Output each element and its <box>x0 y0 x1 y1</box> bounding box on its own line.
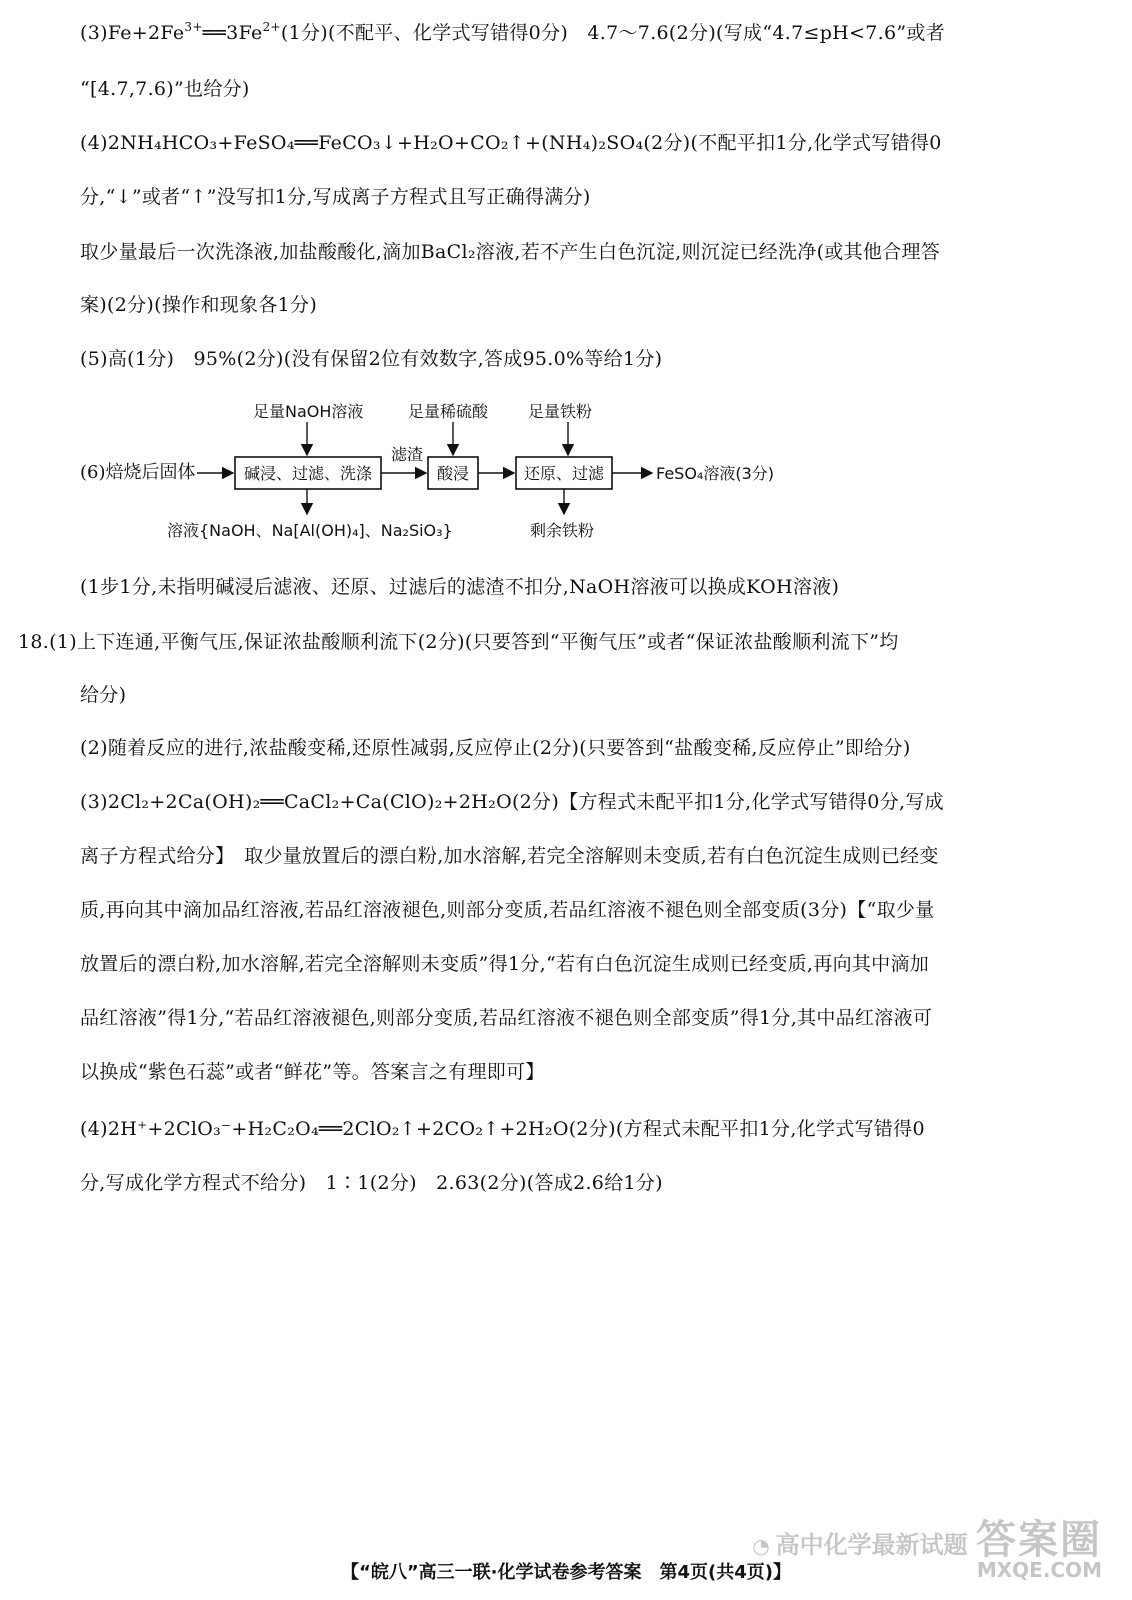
flow-reagent-fe: 足量铁粉 <box>528 402 593 421</box>
q17-part4-line4: 案)(2分)(操作和现象各1分) <box>80 294 318 316</box>
flow-link-residue: 滤渣 <box>390 445 424 464</box>
q18-part3-line1: (3)2Cl₂+2Ca(OH)₂══CaCl₂+Ca(ClO)₂+2H₂O(2分)【方程式未配平扣1分,化学式写错得0分,写成 <box>80 791 944 813</box>
flow-reagent-naoh: 足量NaOH溶液 <box>253 402 364 421</box>
q18-part3-line6: 以换成“紫色石蕊”或者“鲜花”等。答案言之有理即可】 <box>80 1061 545 1083</box>
q18-part1-line1: 18.(1)上下连通,平衡气压,保证浓盐酸顺利流下(2分)(只要答到“平衡气压”或者“保证浓盐酸顺利流下”均 <box>18 631 899 653</box>
q17-part3-line1: $(3)Fe+2Fe^{3+}══3Fe^{2+}(1$分)(不配平、化学式写错得0分) 4.7～7.6(2分)(写成“4.7≤pH<7.6”或者 <box>80 20 945 44</box>
q17-part5: (5)高(1分) 95%(2分)(没有保留2位有效数字,答成95.0%等给1分) <box>80 348 663 370</box>
q17-part4-line2: 分,“↓”或者“↑”没写扣1分,写成离子方程式且写正确得满分) <box>80 186 591 208</box>
q18-part3-line5: 品红溶液”得1分,“若品红溶液褪色,则部分变质,若品红溶液不褪色则全部变质”得1分,其中品红溶液可 <box>80 1007 933 1029</box>
q17-part6-note: (1步1分,未指明碱浸后滤液、还原、过滤后的滤渣不扣分,NaOH溶液可以换成KOH溶液) <box>80 576 840 598</box>
flow-reagent-h2so4: 足量稀硫酸 <box>408 402 489 421</box>
flow-start-label: (6)焙烧后固体 <box>80 462 196 483</box>
q17-part3-line2: “[4.7,7.6)”也给分) <box>80 78 250 100</box>
wechat-icon: ◔ <box>752 1534 770 1558</box>
flow-box-alkali-label: 碱浸、过滤、洗涤 <box>243 464 373 483</box>
flow-output-solution: 溶液{NaOH、Na[Al(OH)₄]、Na₂SiO₃} <box>167 521 453 540</box>
flow-box-acid-label: 酸浸 <box>436 464 470 483</box>
q18-part3-line4: 放置后的漂白粉,加水溶解,若完全溶解则未变质”得1分,“若有白色沉淀生成则已经变质,再向其中滴加 <box>80 953 930 975</box>
q18-part4-line1: (4)2H⁺+2ClO₃⁻+H₂C₂O₄══2ClO₂↑+2CO₂↑+2H₂O(2分)(方程式未配平扣1分,化学式写错得0 <box>80 1118 925 1140</box>
q18-part1-line2: 给分) <box>80 684 127 706</box>
watermark-site: MXQE.COM <box>976 1558 1102 1582</box>
watermark-wechat: 高中化学最新试题 <box>775 1531 968 1559</box>
flow-diagram <box>70 392 870 552</box>
q18-part3-line2: 离子方程式给分】 取少量放置后的漂白粉,加水溶解,若完全溶解则未变质,若有白色沉淀生成则已经变 <box>80 845 939 867</box>
q18-part2: (2)随着反应的进行,浓盐酸变稀,还原性减弱,反应停止(2分)(只要答到“盐酸变稀,反应停止”即给分) <box>80 737 911 759</box>
watermark-logo: 答案圈 <box>976 1517 1102 1563</box>
q17-part4-line3: 取少量最后一次洗涤液,加盐酸酸化,滴加BaCl₂溶液,若不产生白色沉淀,则沉淀已经洗净(或其他合理答 <box>80 241 941 263</box>
flow-box-reduce-label: 还原、过滤 <box>523 464 605 483</box>
q18-part3-line3: 质,再向其中滴加品红溶液,若品红溶液褪色,则部分变质,若品红溶液不褪色则全部变质(3分)【“取少量 <box>80 899 935 921</box>
flow-product: FeSO₄溶液(3分) <box>656 464 775 483</box>
q18-part4-line2: 分,写成化学方程式不给分) 1∶1(2分) 2.63(2分)(答成2.6给1分) <box>80 1172 663 1194</box>
page-footer: 【“皖八”高三一联·化学试卷参考答案 第4页(共4页)】 <box>341 1562 791 1583</box>
flow-output-iron: 剩余铁粉 <box>530 521 595 540</box>
q17-part4-line1: (4)2NH₄HCO₃+FeSO₄══FeCO₃↓+H₂O+CO₂↑+(NH₄)₂SO₄(2分)(不配平扣1分,化学式写错得0 <box>80 132 942 154</box>
watermark <box>752 1508 1102 1582</box>
